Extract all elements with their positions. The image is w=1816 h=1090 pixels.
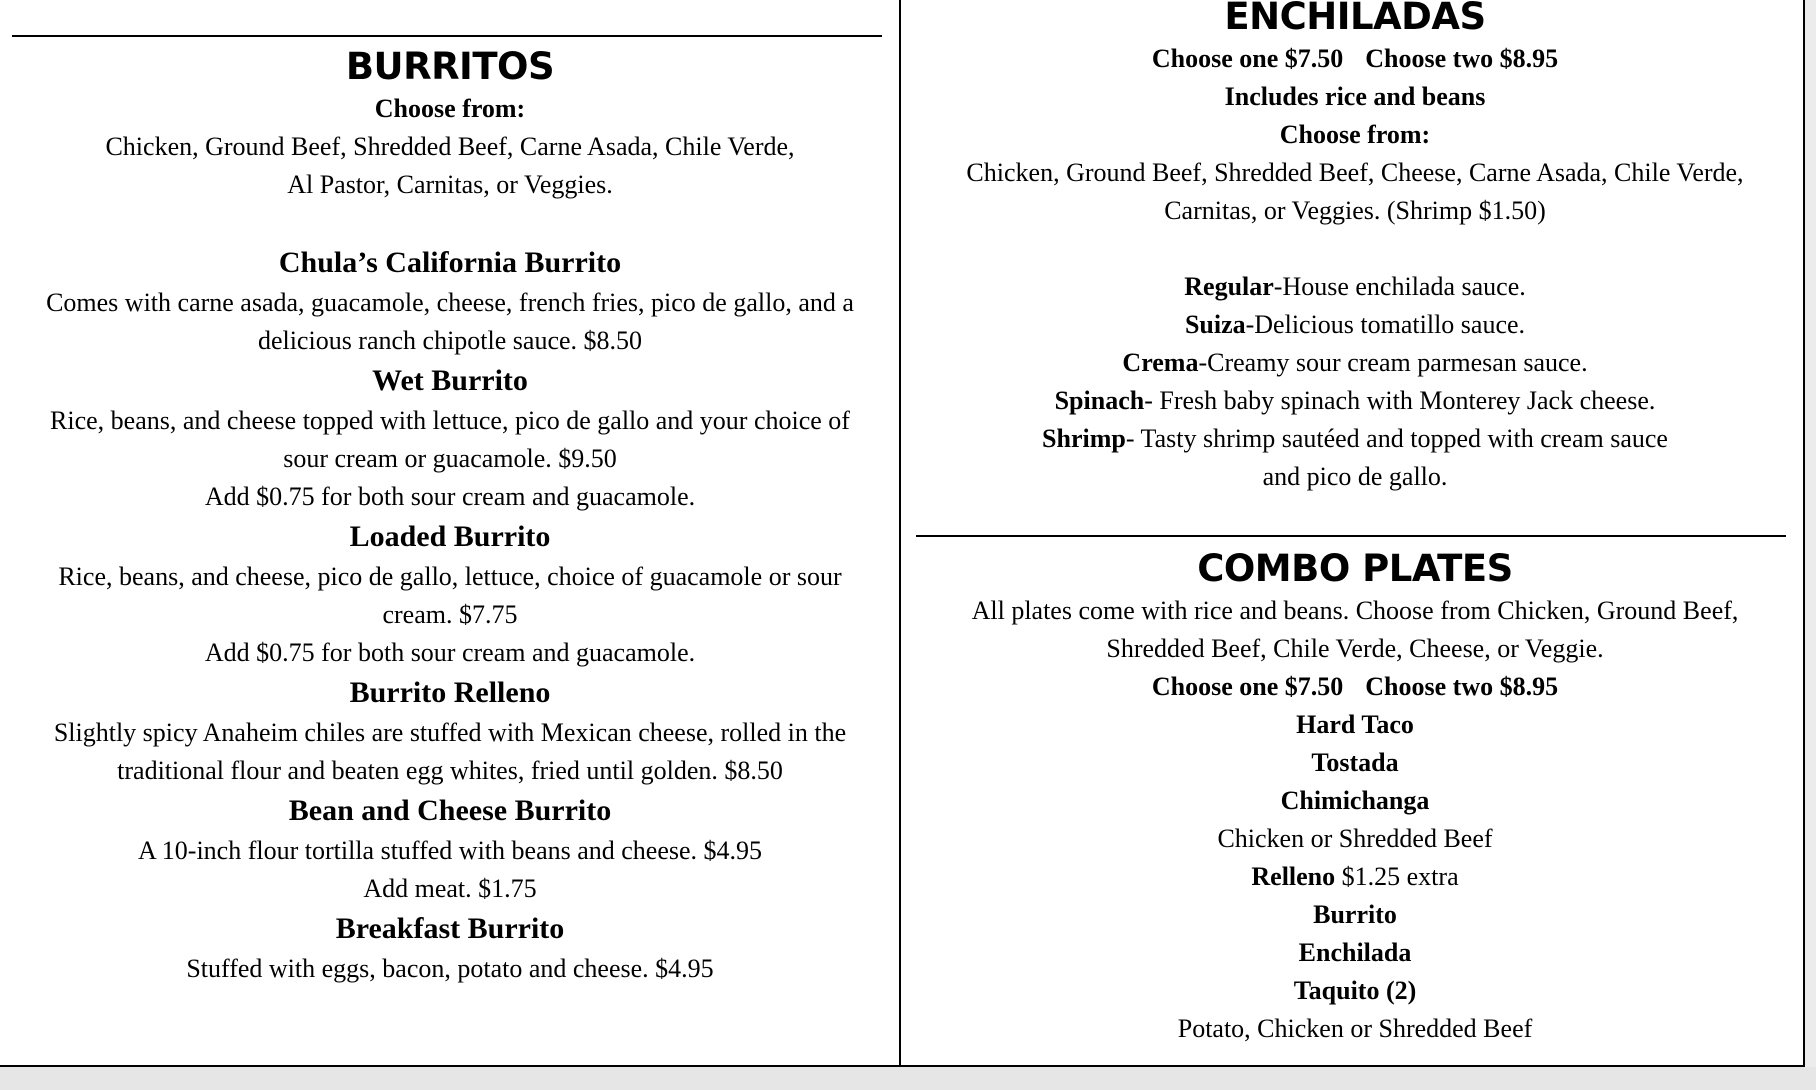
burrito-item-name: Wet Burrito bbox=[372, 364, 528, 397]
top-rule-left bbox=[12, 35, 882, 37]
combo-item: Taquito (2) bbox=[1293, 976, 1417, 1005]
sauce-name: Spinach bbox=[1054, 386, 1145, 415]
enchiladas-choices-line: Chicken, Ground Beef, Shredded Beef, Cheese, Carne Asada, Chile Verde, bbox=[966, 158, 1744, 187]
combo-prices bbox=[912, 668, 1798, 706]
page-bottom-shadow bbox=[0, 1067, 1816, 1090]
combo-price-two: Choose two $8.95 bbox=[1365, 672, 1559, 701]
sauce-desc: -Creamy sour cream parmesan sauce. bbox=[1198, 348, 1588, 377]
burrito-item-name: Breakfast Burrito bbox=[335, 912, 565, 945]
combo-price-one: Choose one $7.50 bbox=[1151, 672, 1344, 701]
burrito-item-desc: delicious ranch chipotle sauce. $8.50 bbox=[257, 326, 643, 355]
burrito-item-desc: A 10-inch flour tortilla stuffed with beans and cheese. $4.95 bbox=[137, 836, 763, 865]
combo-item-relleno-extra: $1.25 extra bbox=[1335, 862, 1459, 891]
burrito-item-name: Bean and Cheese Burrito bbox=[288, 794, 612, 827]
burrito-item-name: Chula’s California Burrito bbox=[278, 246, 622, 279]
combo-item-note: Potato, Chicken or Shredded Beef bbox=[1177, 1014, 1533, 1043]
enchiladas-choices-line: Carnitas, or Veggies. (Shrimp $1.50) bbox=[1164, 196, 1546, 225]
burritos-title: BURRITOS bbox=[345, 45, 555, 88]
burrito-item-desc: Comes with carne asada, guacamole, cheese, french fries, pico de gallo, and a bbox=[46, 288, 854, 317]
combo-item: Hard Taco bbox=[1296, 710, 1414, 739]
burritos-section bbox=[8, 44, 892, 988]
combo-item: Enchilada bbox=[1298, 938, 1412, 967]
combo-desc-line: All plates come with rice and beans. Choose from Chicken, Ground Beef, bbox=[971, 596, 1739, 625]
sauce-option bbox=[912, 268, 1798, 306]
column-divider bbox=[899, 0, 901, 1067]
enchiladas-includes: Includes rice and beans bbox=[1224, 82, 1486, 111]
combo-item-relleno: Relleno bbox=[1251, 862, 1336, 891]
burrito-item-desc: cream. $7.75 bbox=[382, 600, 518, 629]
burrito-item-desc: Stuffed with eggs, bacon, potato and cheese. $4.95 bbox=[186, 954, 714, 983]
enchiladas-prices bbox=[912, 40, 1798, 78]
sauce-name: Regular bbox=[1184, 272, 1274, 301]
burrito-item-desc: Rice, beans, and cheese topped with lettuce, pico de gallo and your choice of bbox=[50, 406, 850, 435]
burrito-item-name: Burrito Relleno bbox=[349, 676, 551, 709]
enchiladas-price-one: Choose one $7.50 bbox=[1151, 44, 1344, 73]
sauce-desc: - Tasty shrimp sautéed and topped with cream sauce bbox=[1125, 424, 1668, 453]
enchiladas-choose-label: Choose from: bbox=[1279, 120, 1431, 149]
sauce-option bbox=[912, 382, 1798, 420]
combo-item: Tostada bbox=[1311, 748, 1399, 777]
burrito-item-name: Loaded Burrito bbox=[349, 520, 551, 553]
sauce-name: Crema bbox=[1122, 348, 1199, 377]
combo-top-rule bbox=[916, 535, 1786, 537]
combo-item bbox=[912, 858, 1798, 896]
combo-title: COMBO PLATES bbox=[1197, 547, 1513, 590]
combo-section bbox=[912, 546, 1798, 1048]
burritos-choices-line: Al Pastor, Carnitas, or Veggies. bbox=[287, 170, 613, 199]
combo-item-note: Chicken or Shredded Beef bbox=[1217, 824, 1493, 853]
burrito-item-desc: Rice, beans, and cheese, pico de gallo, lettuce, choice of guacamole or sour bbox=[58, 562, 842, 591]
combo-item: Burrito bbox=[1313, 900, 1397, 929]
sauce-desc-continued: and pico de gallo. bbox=[1262, 462, 1448, 491]
sauce-desc: -Delicious tomatillo sauce. bbox=[1245, 310, 1526, 339]
burrito-item-desc: sour cream or guacamole. $9.50 bbox=[283, 444, 617, 473]
burrito-item-desc: traditional flour and beaten egg whites, fried until golden. $8.50 bbox=[117, 756, 783, 785]
enchiladas-price-two: Choose two $8.95 bbox=[1365, 44, 1559, 73]
sauce-desc: - Fresh baby spinach with Monterey Jack cheese. bbox=[1144, 386, 1656, 415]
burrito-item-desc: Add $0.75 for both sour cream and guacamole. bbox=[204, 482, 696, 511]
page-edge-shadow bbox=[1805, 0, 1816, 1090]
enchiladas-section bbox=[912, 0, 1798, 496]
sauce-option bbox=[912, 344, 1798, 382]
burritos-choices-line: Chicken, Ground Beef, Shredded Beef, Carne Asada, Chile Verde, bbox=[105, 132, 795, 161]
enchiladas-title: ENCHILADAS bbox=[1224, 0, 1486, 38]
sauce-option bbox=[912, 306, 1798, 344]
combo-item: Chimichanga bbox=[1280, 786, 1430, 815]
burrito-item-desc: Add $0.75 for both sour cream and guacamole. bbox=[204, 638, 696, 667]
sauce-option bbox=[912, 420, 1798, 458]
burritos-choose-label: Choose from: bbox=[374, 94, 526, 123]
sauce-name: Shrimp bbox=[1042, 424, 1126, 453]
burrito-item-desc: Add meat. $1.75 bbox=[363, 874, 537, 903]
sauce-name: Suiza bbox=[1184, 310, 1246, 339]
burrito-item-desc: Slightly spicy Anaheim chiles are stuffed with Mexican cheese, rolled in the bbox=[53, 718, 847, 747]
combo-desc-line: Shredded Beef, Chile Verde, Cheese, or Veggie. bbox=[1106, 634, 1604, 663]
sauce-desc: -House enchilada sauce. bbox=[1273, 272, 1526, 301]
